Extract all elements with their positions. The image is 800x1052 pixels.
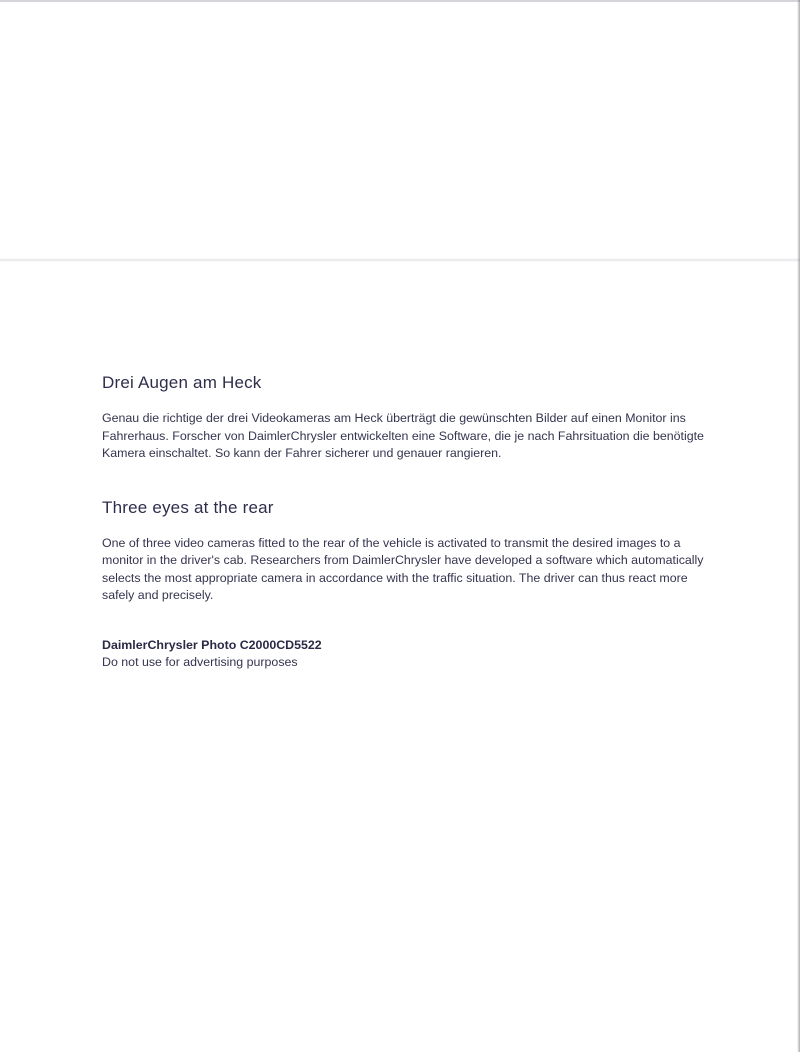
german-paragraph: Genau die richtige der drei Videokameras am Heck überträgt die gewünschten Bilder auf einen Monitor ins Fahrerhaus. Forscher von DaimlerChrysler entwickelten eine Software, die je nach Fahrsituation die benötigte Kamera einschaltet. So kann der Fahrer sicherer und genauer rangieren. xyxy=(102,411,704,460)
paper-fold-line xyxy=(0,258,800,262)
german-heading: Drei Augen am Heck xyxy=(102,373,262,392)
english-section xyxy=(102,498,742,605)
scan-top-edge xyxy=(0,0,800,2)
document-body xyxy=(102,373,742,671)
english-heading: Three eyes at the rear xyxy=(102,497,274,517)
usage-restriction-note: Do not use for advertising purposes xyxy=(102,654,298,669)
german-section xyxy=(102,373,742,463)
photo-credit-title: DaimlerChrysler Photo C2000CD5522 xyxy=(102,637,322,652)
english-paragraph: One of three video cameras fitted to the rear of the vehicle is activated to transmit the desired images to a monitor in the driver's cab. Researchers from DaimlerChrysler have developed a software which automatically selects the most appropriate camera in accordance with the traffic situation. The driver can thus react more safely and precisely. xyxy=(102,535,704,602)
photo-credit xyxy=(102,637,742,671)
